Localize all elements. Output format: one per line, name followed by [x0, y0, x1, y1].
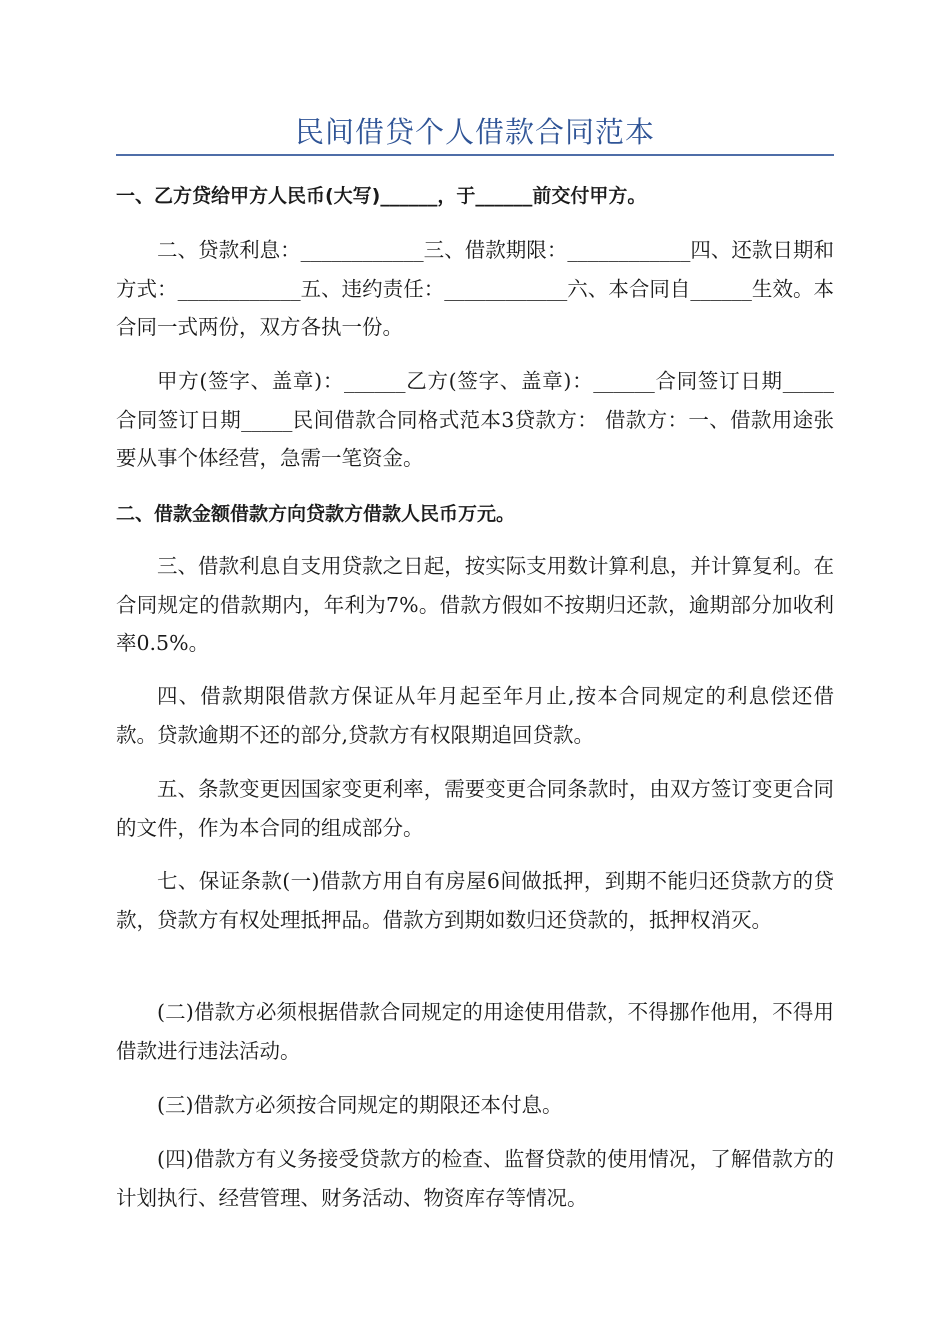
loan-amount-heading: 二、借款金额借款方向贷款方借款人民币万元。: [116, 503, 516, 525]
loan-term-paragraph: 四、借款期限借款方保证从年月起至年月止,按本合同规定的利息偿还借款。贷款逾期不还的部分,贷款方有权限期追回贷款。: [116, 684, 834, 747]
guarantee-item-3: (三)借款方必须按合同规定的期限还本付息。: [157, 1093, 563, 1117]
clause-1-heading: 一、乙方贷给甲方人民币(大写)______，于______前交付甲方。: [116, 185, 647, 207]
signature-paragraph: 甲方(签字、盖章)：______乙方(签字、盖章)：______合同签订日期_____合同签订日期_____民间借款合同格式范本3贷款方： 借款方：一、借款用途张要从事个体经营，急需一笔资金。: [116, 369, 834, 470]
clause-interest-term-paragraph: 二、贷款利息：____________三、借款期限：____________四、还款日期和方式：____________五、违约责任：____________六、本合同自______生效。本合同一式两份，双方各执一份。: [116, 238, 834, 339]
loan-interest-paragraph: 三、借款利息自支用贷款之日起，按实际支用数计算利息，并计算复利。在合同规定的借款期内，年利为7%。借款方假如不按期归还款，逾期部分加收利率0.5%。: [116, 554, 834, 655]
document-title: 民间借贷个人借款合同范本: [294, 115, 655, 149]
guarantee-item-4: (四)借款方有义务接受贷款方的检查、监督贷款的使用情况，了解借款方的计划执行、经营管理、财务活动、物资库存等情况。: [116, 1147, 834, 1210]
title-underline: [116, 154, 834, 156]
guarantee-paragraph: 七、保证条款(一)借款方用自有房屋6间做抵押，到期不能归还贷款方的贷款，贷款方有权处理抵押品。借款方到期如数归还贷款的，抵押权消灭。: [116, 869, 834, 932]
guarantee-item-2: (二)借款方必须根据借款合同规定的用途使用借款，不得挪作他用，不得用借款进行违法活动。: [116, 1000, 834, 1063]
terms-change-paragraph: 五、条款变更因国家变更利率，需要变更合同条款时，由双方签订变更合同的文件，作为本合同的组成部分。: [116, 777, 834, 840]
